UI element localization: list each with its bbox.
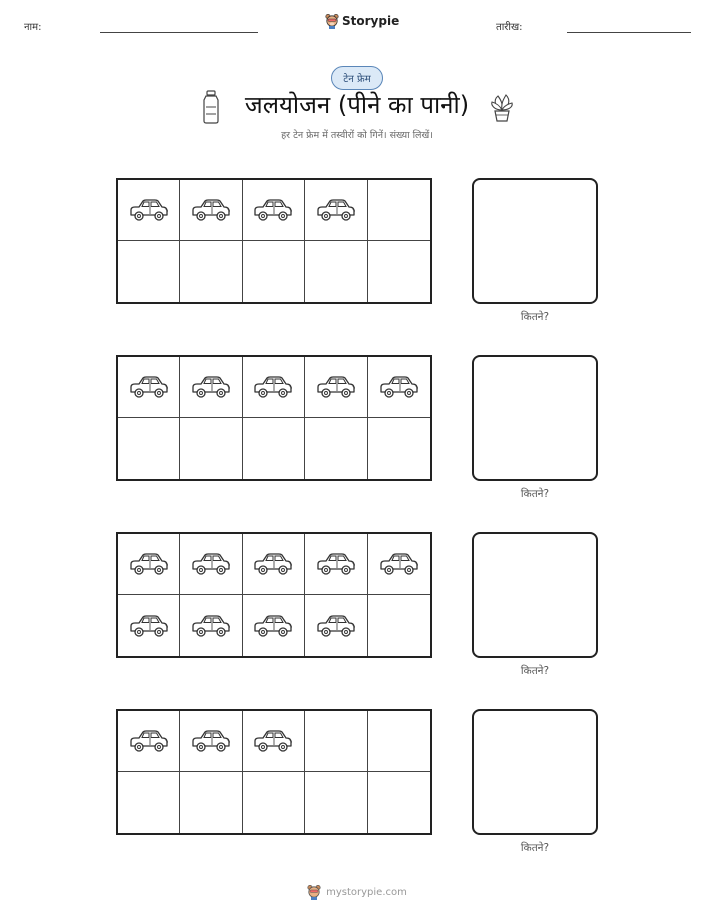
ten-frame-cell xyxy=(118,241,180,302)
ten-frame-cell xyxy=(368,772,430,833)
potted-plant-icon xyxy=(489,92,515,122)
car-icon xyxy=(128,550,170,578)
topic-badge: टेन फ्रेम xyxy=(331,66,383,90)
footer-url: mystorypie.com xyxy=(326,886,407,898)
answer-label: कितने? xyxy=(520,842,550,854)
footer xyxy=(0,884,714,900)
ten-frame-cell xyxy=(180,595,242,656)
ten-frame xyxy=(116,355,432,481)
car-icon xyxy=(315,373,357,401)
ten-frame-cell xyxy=(180,534,242,595)
ten-frame-cell xyxy=(243,180,305,241)
car-icon xyxy=(190,196,232,224)
ten-frame xyxy=(116,709,432,835)
car-icon xyxy=(190,550,232,578)
car-icon xyxy=(252,550,294,578)
ten-frame-cell xyxy=(180,357,242,418)
ten-frame-cell xyxy=(180,711,242,772)
answer-label: कितने? xyxy=(520,488,550,500)
instructions: हर टेन फ्रेम में तस्वीरों को गिनें। संख्या लिखें। xyxy=(281,130,433,141)
ten-frame-cell xyxy=(118,534,180,595)
bear-mascot-icon xyxy=(307,884,321,900)
ten-frame-cell xyxy=(305,711,367,772)
ten-frame-cell xyxy=(368,180,430,241)
ten-frame-cell xyxy=(305,534,367,595)
ten-frame-cell xyxy=(305,595,367,656)
name-label: नाम: xyxy=(24,22,42,33)
answer-box[interactable] xyxy=(472,178,598,304)
ten-frame-cell xyxy=(305,418,367,479)
ten-frame-cell xyxy=(243,241,305,302)
ten-frame-cell xyxy=(118,357,180,418)
ten-frame-cell xyxy=(368,418,430,479)
answer-box[interactable] xyxy=(472,532,598,658)
ten-frame-cell xyxy=(118,772,180,833)
ten-frame-cell xyxy=(118,711,180,772)
ten-frame-cell xyxy=(118,180,180,241)
date-label: तारीख: xyxy=(496,22,523,33)
answer-label: कितने? xyxy=(520,311,550,323)
car-icon xyxy=(190,373,232,401)
answer-box[interactable] xyxy=(472,709,598,835)
ten-frame-cell xyxy=(180,180,242,241)
bear-mascot-icon xyxy=(325,13,339,29)
car-icon xyxy=(315,612,357,640)
car-icon xyxy=(315,196,357,224)
ten-frame-cell xyxy=(305,772,367,833)
ten-frame-cell xyxy=(180,418,242,479)
ten-frame xyxy=(116,178,432,304)
worksheet-title: जलयोजन (पीने का पानी) xyxy=(244,91,470,119)
car-icon xyxy=(378,550,420,578)
car-icon xyxy=(252,373,294,401)
ten-frame-cell xyxy=(368,357,430,418)
ten-frame xyxy=(116,532,432,658)
ten-frame-cell xyxy=(118,418,180,479)
brand-logo xyxy=(325,13,399,29)
ten-frame-cell xyxy=(243,534,305,595)
ten-frame-cell xyxy=(368,241,430,302)
car-icon xyxy=(128,196,170,224)
name-line[interactable] xyxy=(100,32,258,33)
car-icon xyxy=(128,612,170,640)
car-icon xyxy=(190,612,232,640)
ten-frame-cell xyxy=(368,595,430,656)
ten-frame-cell xyxy=(118,595,180,656)
date-line[interactable] xyxy=(567,32,691,33)
car-icon xyxy=(190,727,232,755)
car-icon xyxy=(252,612,294,640)
ten-frame-cell xyxy=(368,711,430,772)
answer-label: कितने? xyxy=(520,665,550,677)
ten-frame-cell xyxy=(368,534,430,595)
ten-frame-cell xyxy=(305,357,367,418)
ten-frame-cell xyxy=(243,357,305,418)
car-icon xyxy=(252,727,294,755)
ten-frame-cell xyxy=(243,772,305,833)
car-icon xyxy=(315,550,357,578)
ten-frame-cell xyxy=(305,180,367,241)
ten-frame-cell xyxy=(243,418,305,479)
ten-frame-cell xyxy=(305,241,367,302)
answer-box[interactable] xyxy=(472,355,598,481)
ten-frame-cell xyxy=(180,241,242,302)
brand-name: Storypie xyxy=(342,14,400,28)
ten-frame-cell xyxy=(243,595,305,656)
ten-frame-cell xyxy=(243,711,305,772)
car-icon xyxy=(128,373,170,401)
car-icon xyxy=(378,373,420,401)
ten-frame-cell xyxy=(180,772,242,833)
car-icon xyxy=(252,196,294,224)
car-icon xyxy=(128,727,170,755)
